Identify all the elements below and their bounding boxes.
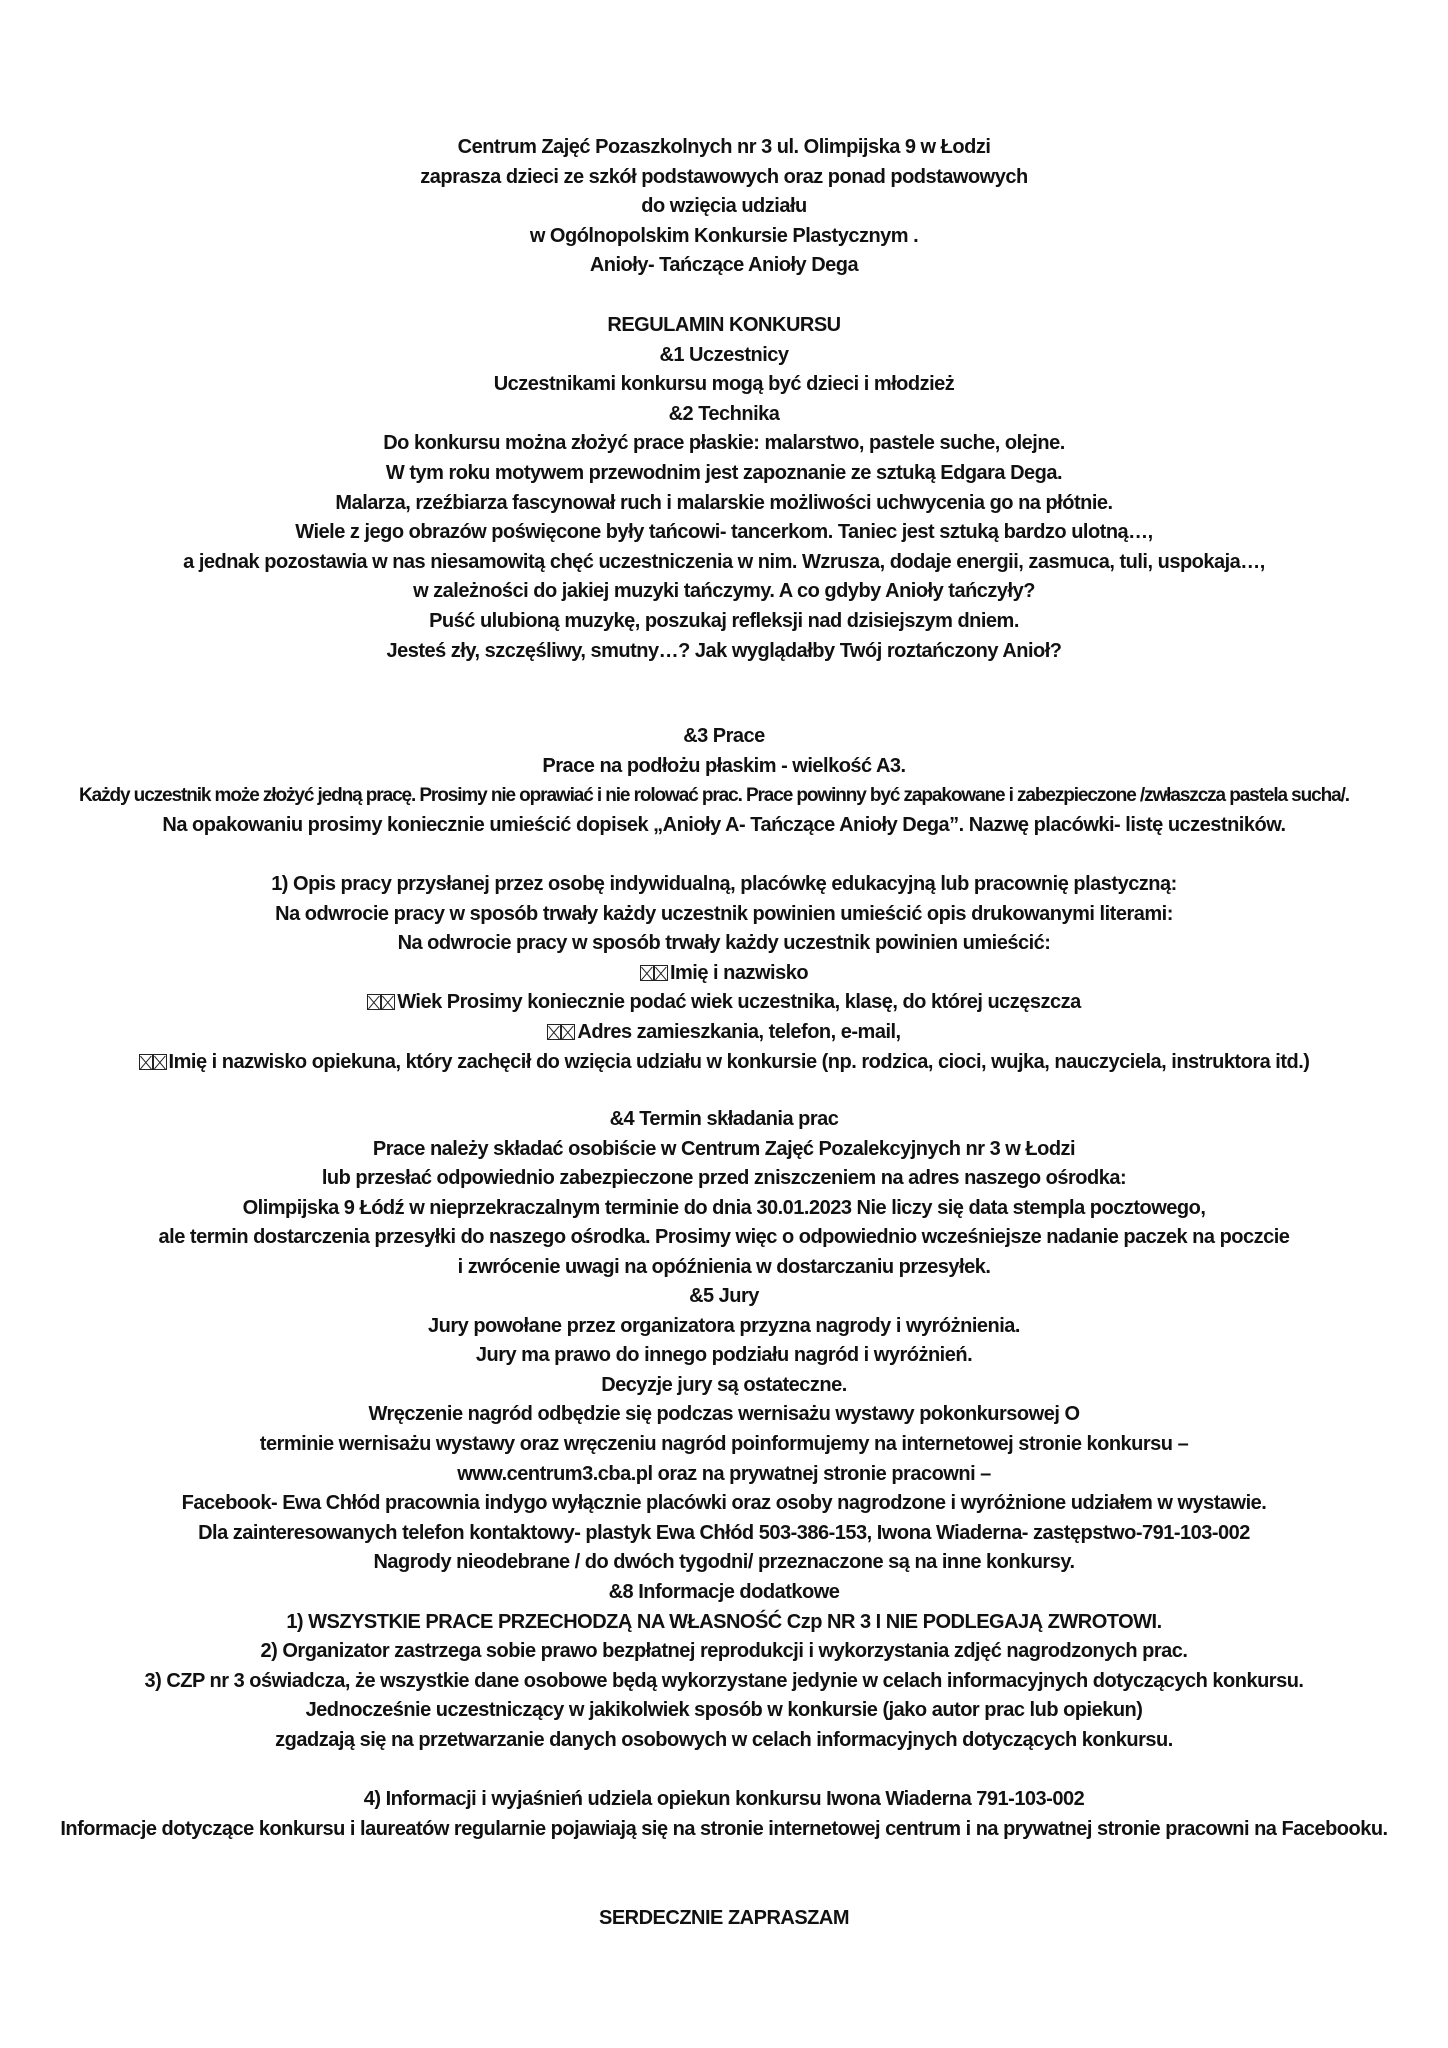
section-text: a jednak pozostawia w nas niesamowitą chęć uczestniczenia w nim. Wzrusza, dodaje energii, zasmuca, tuli, uspokaja…, (183, 550, 1265, 573)
section-text: Uczestnikami konkursu mogą być dzieci i młodzież (493, 373, 955, 396)
section-heading: &2 Technika (668, 402, 780, 425)
section-text: W tym roku motywem przewodnim jest zapoznanie ze sztuką Edgara Dega. (385, 461, 1063, 484)
section-text: Olimpijska 9 Łódź w nieprzekraczalnym terminie do dnia 30.01.2023 Nie liczy się data stempla pocztowego, (242, 1196, 1206, 1219)
header-line: w Ogólnopolskim Konkursie Plastycznym . (529, 224, 919, 247)
section-heading: &4 Termin składania prac (609, 1108, 839, 1130)
regulamin-title: REGULAMIN KONKURSU (607, 314, 841, 336)
bullet-item (0, 1048, 1448, 1078)
bullet-label: Adres zamieszkania, telefon, e-mail, (577, 1020, 901, 1043)
footer-block (0, 1904, 1448, 1934)
website-link: www.centrum3.cba.pl oraz na prywatnej stronie pracowni – (457, 1462, 991, 1485)
section-text: Malarza, rzeźbiarza fascynował ruch i malarskie możliwości uchwycenia go na płótnie. (335, 491, 1113, 514)
section-text: ale termin dostarczenia przesyłki do naszego ośrodka. Prosimy więc o odpowiednio wcześniejsze nadanie paczek na poczcie (158, 1226, 1290, 1249)
section-text: Do konkursu można złożyć prace płaskie: malarstwo, pastele suche, olejne. (383, 432, 1065, 455)
section-text: Każdy uczestnik może złożyć jedną pracę. Prosimy nie oprawiać i nie rolować prac. Prace powinny być zapakowane i zabezpieczone /zwłaszcza pastela sucha/. (79, 785, 1349, 807)
section-text: Facebook- Ewa Chłód pracownia indygo wyłącznie placówki oraz osoby nagrodzone i wyróżnione udziałem w wystawie. (181, 1492, 1267, 1515)
bullet-label: Imię i nazwisko opiekuna, który zachęcił do wzięcia udziału w konkursie (np. rodzica, cioci, wujka, nauczyciela, instruktora itd.) (168, 1050, 1310, 1073)
section-text: 3) CZP nr 3 oświadcza, że wszystkie dane osobowe będą wykorzystane jedynie w celach informacyjnych dotyczących konkursu. (144, 1669, 1304, 1692)
jury-block (0, 1282, 1448, 1578)
bullet-item (0, 1018, 1448, 1048)
prace-block (0, 722, 1448, 840)
section-heading: &5 Jury (689, 1285, 759, 1307)
opis-block (0, 870, 1448, 1077)
header-block (0, 133, 1448, 281)
section-text: Puść ulubioną muzykę, poszukaj refleksji nad dzisiejszym dniem. (429, 609, 1019, 632)
header-line: zaprasza dzieci ze szkół podstawowych oraz ponad podstawowych (420, 165, 1028, 188)
section-text: zgadzają się na przetwarzanie danych osobowych w celach informacyjnych dotyczących konkursu. (275, 1728, 1173, 1751)
regulamin-block (0, 311, 1448, 666)
section-text: i zwrócenie uwagi na opóźnienia w dostarczaniu przesyłek. (457, 1255, 991, 1278)
checkbox-icon (640, 959, 668, 989)
header-line: Centrum Zajęć Pozaszkolnych nr 3 ul. Olimpijska 9 w Łodzi (457, 136, 991, 158)
section-text: Na opakowaniu prosimy koniecznie umieścić dopisek „Anioły A- Tańczące Anioły Dega”. Nazwę placówki- listę uczestników. (162, 813, 1286, 836)
section-heading: &1 Uczestnicy (659, 343, 789, 366)
section-text: 1) Opis pracy przysłanej przez osobę indywidualną, placówkę edukacyjną lub pracownię plastyczną: (271, 873, 1177, 895)
closing-text: SERDECZNIE ZAPRASZAM (598, 1907, 849, 1929)
bullet-label: Wiek Prosimy koniecznie podać wiek uczestnika, klasę, do której uczęszcza (397, 991, 1081, 1014)
bullet-label: Imię i nazwisko (669, 961, 809, 984)
section-heading: &3 Prace (683, 725, 765, 747)
header-line: do wzięcia udziału (641, 195, 807, 218)
section-text: Jury powołane przez organizatora przyzna nagrody i wyróżnienia. (428, 1314, 1020, 1337)
contest-title: Anioły- Tańczące Anioły Dega (589, 254, 859, 277)
section-text: 4) Informacji i wyjaśnień udziela opiekun konkursu Iwona Wiaderna 791-103-002 (363, 1788, 1085, 1810)
checkbox-icon (367, 988, 395, 1018)
section-text: Na odwrocie pracy w sposób trwały każdy uczestnik powinien umieścić: (397, 932, 1051, 955)
section-text: Prace należy składać osobiście w Centrum Zajęć Pozalekcyjnych nr 3 w Łodzi (372, 1137, 1076, 1160)
section-text: Dla zainteresowanych telefon kontaktowy- plastyk Ewa Chłód 503-386-153, Iwona Wiaderna- zastępstwo-791-103-002 (198, 1521, 1250, 1544)
section-text: terminie wernisażu wystawy oraz wręczeniu nagród poinformujemy na internetowej stronie konkursu – (259, 1432, 1189, 1455)
section-text: Nagrody nieodebrane / do dwóch tygodni/ przeznaczone są na inne konkursy. (373, 1551, 1075, 1574)
section-text: Jednocześnie uczestniczący w jakikolwiek sposób w konkursie (jako autor prac lub opiekun) (305, 1699, 1143, 1722)
contact-block (0, 1785, 1448, 1844)
section-text: Jesteś zły, szczęśliwy, smutny…? Jak wyglądałby Twój roztańczony Anioł? (386, 639, 1062, 662)
info-block (0, 1578, 1448, 1756)
bullet-item (0, 959, 1448, 989)
checkbox-icon (547, 1018, 575, 1048)
section-text: Na odwrocie pracy w sposób trwały każdy uczestnik powinien umieścić opis drukowanymi literami: (275, 902, 1173, 925)
termin-block (0, 1105, 1448, 1283)
checkbox-icon (139, 1048, 167, 1078)
section-text: Informacje dotyczące konkursu i laureatów regularnie pojawiają się na stronie internetowej centrum i na prywatnej stronie pracowni na Facebooku. (60, 1817, 1388, 1840)
section-text: lub przesłać odpowiednio zabezpieczone przed zniszczeniem na adres naszego ośrodka: (321, 1167, 1127, 1190)
section-text: 1) WSZYSTKIE PRACE PRZECHODZĄ NA WŁASNOŚĆ Czp NR 3 I NIE PODLEGAJĄ ZWROTOWI. (286, 1610, 1162, 1633)
section-text: w zależności do jakiej muzyki tańczymy. A co gdyby Anioły tańczyły? (413, 580, 1035, 603)
section-text: Prace na podłożu płaskim - wielkość A3. (542, 754, 906, 777)
section-text: Wiele z jego obrazów poświęcone były tańcowi- tancerkom. Taniec jest sztuką bardzo ulotną…, (295, 521, 1153, 544)
section-text: Jury ma prawo do innego podziału nagród i wyróżnień. (475, 1344, 973, 1367)
section-text: Wręczenie nagród odbędzie się podczas wernisażu wystawy pokonkursowej O (368, 1403, 1080, 1426)
section-text: 2) Organizator zastrzega sobie prawo bezpłatnej reprodukcji i wykorzystania zdjęć nagrodzonych prac. (260, 1640, 1188, 1663)
section-text: Decyzje jury są ostateczne. (601, 1373, 847, 1396)
section-heading: &8 Informacje dodatkowe (608, 1581, 840, 1603)
bullet-item (0, 988, 1448, 1018)
